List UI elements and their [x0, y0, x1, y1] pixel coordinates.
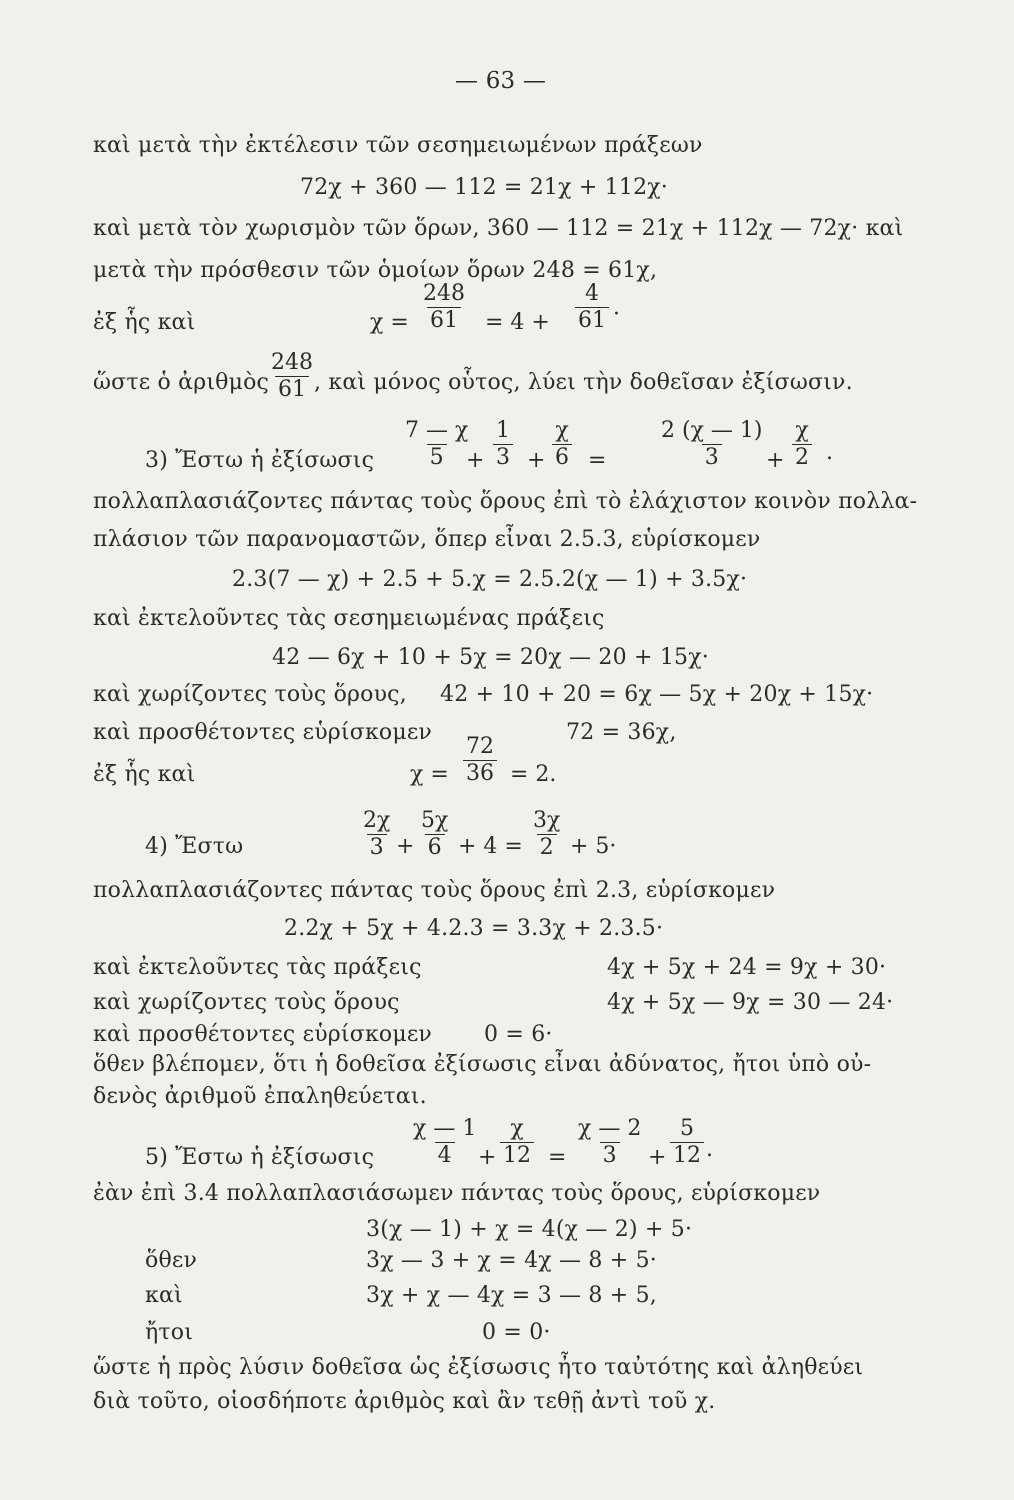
operator: +: [466, 448, 485, 473]
text-line: καὶ μετὰ τὸν χωρισμὸν τῶν ὅρων, 360 — 112 = 21χ + 112χ — 72χ· καὶ: [93, 216, 904, 241]
fraction: [575, 1116, 644, 1169]
page-number: — 63 —: [455, 68, 547, 94]
numerator: 2 (χ — 1): [661, 418, 763, 443]
text-line: 3) Ἔστω ἡ ἐξίσωσις: [145, 448, 375, 473]
text-line: ὥστε ἡ πρὸς λύσιν δοθεῖσα ὡς ἐξίσωσις ἦτο ταὐτότης καὶ ἀληθεύει: [93, 1355, 864, 1380]
operator: .: [706, 1137, 713, 1162]
text-line: , καὶ μόνος οὗτος, λύει τὴν δοθεῖσαν ἐξίσωσιν.: [314, 370, 853, 395]
text-line: καὶ μετὰ τὴν ἐκτέλεσιν τῶν σεσημειωμένων πράξεων: [93, 133, 703, 158]
operator: +: [527, 448, 546, 473]
denominator: 61: [427, 307, 461, 334]
text-line: ἐξ ἧς καὶ: [93, 762, 196, 787]
numerator: χ: [555, 418, 569, 443]
text-line: καὶ χωρίζοντες τοὺς ὅρους: [93, 990, 400, 1015]
text-line: καὶ ἐκτελοῦντες τὰς σεσημειωμένας πράξεις: [93, 606, 605, 631]
denominator: 3: [702, 444, 722, 471]
operator: +: [396, 834, 415, 859]
fraction: [402, 418, 471, 471]
fraction: [792, 418, 812, 471]
text-line: ἐὰν ἐπὶ 3.4 πολλαπλασιάσωμεν πάντας τοὺς ὅρους, εὑρίσκομεν: [93, 1181, 821, 1206]
text-line: ἐξ ἧς καὶ: [93, 310, 196, 335]
text-line: πλάσιον τῶν παρανομαστῶν, ὅπερ εἶναι 2.5.3, εὑρίσκομεν: [93, 527, 761, 552]
numerator: 1: [496, 418, 510, 443]
denominator: 3: [493, 444, 513, 471]
operator: =: [548, 1145, 567, 1170]
numerator: 2χ: [363, 808, 391, 833]
equation-term: = 2.: [510, 762, 557, 787]
denominator: 3: [367, 834, 387, 861]
denominator: 2: [537, 834, 557, 861]
operator: +: [648, 1145, 667, 1170]
numerator: 7 — χ: [405, 418, 469, 443]
numerator: χ: [795, 418, 809, 443]
operator: =: [588, 448, 607, 473]
fraction: [410, 1116, 479, 1169]
text-line: μετὰ τὴν πρόσθεσιν τῶν ὁμοίων ὅρων 248 = 61χ,: [93, 258, 658, 283]
text-line: 5) Ἔστω ἡ ἐξίσωσις: [145, 1145, 375, 1170]
numerator: 3χ: [533, 808, 561, 833]
numerator: 72: [466, 734, 494, 759]
numerator: 248: [271, 350, 313, 375]
equation-term: ·: [613, 302, 620, 327]
numerator: 248: [423, 281, 465, 306]
fraction: [530, 808, 563, 861]
denominator: 5: [427, 444, 447, 471]
text-line: καὶ: [145, 1283, 183, 1308]
equation-term: + 5·: [570, 834, 617, 859]
operator: .: [826, 440, 833, 465]
text-line: διὰ τοῦτο, οἱοσδήποτε ἀριθμὸς καὶ ἂν τεθῇ ἀντὶ τοῦ χ.: [93, 1389, 716, 1414]
equation: 4χ + 5χ + 24 = 9χ + 30·: [607, 955, 887, 980]
text-line: καὶ ἐκτελοῦντες τὰς πράξεις: [93, 955, 422, 980]
equation-term: = 4 +: [485, 310, 550, 335]
text-line: καὶ προσθέτοντες εὑρίσκομεν: [93, 720, 433, 745]
denominator: 3: [600, 1142, 620, 1169]
equation: 0 = 6·: [484, 1022, 553, 1047]
text-line: δενὸς ἀριθμοῦ ἐπαληθεύεται.: [93, 1084, 427, 1109]
equation-term: χ =: [410, 762, 449, 787]
text-line: ἤτοι: [145, 1320, 194, 1345]
numerator: χ — 1: [413, 1116, 477, 1141]
text-line: καὶ χωρίζοντες τοὺς ὅρους,: [93, 682, 407, 707]
equation: 2.3(7 — χ) + 2.5 + 5.χ = 2.5.2(χ — 1) + 3.5χ·: [232, 567, 748, 592]
equation-term: χ =: [370, 310, 409, 335]
text-line: ὅθεν: [145, 1248, 198, 1273]
equation: 3(χ — 1) + χ = 4(χ — 2) + 5·: [366, 1217, 693, 1242]
numerator: 5: [680, 1116, 694, 1141]
text-line: ὅθεν βλέπομεν, ὅτι ἡ δοθεῖσα ἐξίσωσις εἶναι ἀδύνατος, ἤτοι ὑπὸ οὐ-: [93, 1052, 872, 1077]
text-line: ὥστε ὁ ἀριθμὸς: [93, 370, 270, 395]
fraction: [418, 808, 451, 861]
text-line: καὶ προσθέτοντες εὑρίσκομεν: [93, 1022, 433, 1047]
equation-term: + 4 =: [458, 834, 523, 859]
fraction: [670, 1116, 704, 1169]
fraction: [575, 281, 609, 334]
denominator: 36: [463, 760, 497, 787]
fraction: [658, 418, 765, 471]
equation: 4χ + 5χ — 9χ = 30 — 24·: [607, 990, 894, 1015]
denominator: 12: [670, 1142, 704, 1169]
equation: 3χ — 3 + χ = 4χ — 8 + 5·: [366, 1248, 658, 1273]
denominator: 61: [575, 307, 609, 334]
equation: 42 — 6χ + 10 + 5χ = 20χ — 20 + 15χ·: [272, 645, 709, 670]
equation: 42 + 10 + 20 = 6χ — 5χ + 20χ + 15χ·: [440, 682, 874, 707]
denominator: 2: [792, 444, 812, 471]
equation: 72χ + 360 — 112 = 21χ + 112χ·: [300, 175, 668, 200]
text-line: πολλαπλασιάζοντες πάντας τοὺς ὅρους ἐπὶ τὸ ἐλάχιστον κοινὸν πολλα-: [93, 489, 918, 514]
text-line: πολλαπλασιάζοντες πάντας τοὺς ὅρους ἐπὶ 2.3, εὑρίσκομεν: [93, 878, 776, 903]
fraction: [268, 350, 316, 403]
denominator: 6: [552, 444, 572, 471]
equation: 72 = 36χ,: [566, 720, 677, 745]
numerator: 5χ: [421, 808, 449, 833]
fraction: [500, 1116, 534, 1169]
numerator: 4: [585, 281, 599, 306]
denominator: 61: [275, 376, 309, 403]
denominator: 4: [435, 1142, 455, 1169]
operator: +: [478, 1145, 497, 1170]
fraction: [463, 734, 497, 787]
denominator: 6: [425, 834, 445, 861]
equation: 0 = 0·: [482, 1320, 551, 1345]
operator: +: [766, 448, 785, 473]
fraction: [360, 808, 393, 861]
equation: 3χ + χ — 4χ = 3 — 8 + 5,: [366, 1283, 658, 1308]
equation: 2.2χ + 5χ + 4.2.3 = 3.3χ + 2.3.5·: [284, 916, 664, 941]
fraction: [552, 418, 572, 471]
fraction: [420, 281, 468, 334]
numerator: χ: [510, 1116, 524, 1141]
text-line: 4) Ἔστω: [145, 834, 244, 859]
fraction: [493, 418, 513, 471]
denominator: 12: [500, 1142, 534, 1169]
numerator: χ — 2: [578, 1116, 642, 1141]
